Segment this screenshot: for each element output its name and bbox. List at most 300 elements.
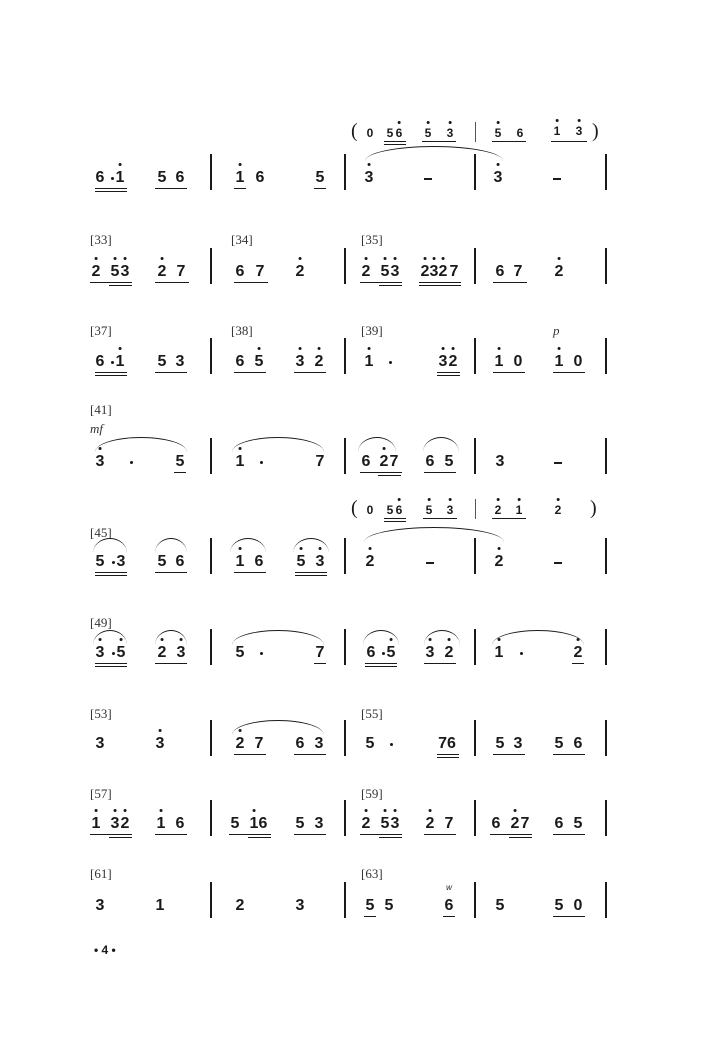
note: 2 — [236, 735, 245, 753]
note: 5 — [117, 644, 126, 662]
octave-dot — [239, 547, 242, 550]
underline-beam — [174, 472, 186, 473]
note: 5 — [386, 503, 394, 517]
underline-beam — [553, 754, 585, 755]
octave-dot — [578, 119, 581, 122]
octave-dot — [442, 257, 445, 260]
note: 6 — [366, 644, 376, 661]
slur — [358, 437, 396, 452]
octave-dot — [114, 257, 117, 260]
underline-beam — [95, 372, 127, 373]
note: 2 — [366, 553, 375, 571]
slur — [230, 538, 266, 553]
octave-dot — [299, 347, 302, 350]
extension-dash — [554, 462, 562, 464]
octave-dot — [497, 163, 500, 166]
octave-dot — [558, 347, 561, 350]
octave-dot — [253, 809, 256, 812]
augmentation-dot — [112, 652, 115, 655]
note: 2 — [555, 263, 564, 281]
note: 2 — [362, 263, 371, 281]
underline-beam — [490, 834, 532, 835]
note: 1 — [554, 124, 561, 138]
paren-close: ) — [592, 120, 599, 142]
note: 1 — [516, 503, 523, 517]
barline — [474, 800, 476, 836]
underline-beam — [234, 282, 268, 283]
note: 6 — [175, 169, 185, 186]
note: 3 — [439, 353, 448, 371]
note: 2 — [362, 815, 371, 833]
slur — [232, 437, 324, 452]
note: 2 — [555, 503, 562, 517]
underline-beam — [360, 282, 402, 283]
note: 5 — [381, 263, 390, 281]
augmentation-dot — [390, 743, 393, 746]
underline-beam — [229, 834, 271, 835]
slur — [293, 538, 329, 553]
note: 3 — [295, 897, 305, 914]
note: 3 — [447, 503, 454, 517]
note: 3 — [391, 263, 400, 281]
barline-thin — [475, 499, 476, 519]
octave-dot — [497, 498, 500, 501]
note: 7 — [255, 263, 265, 280]
note: 5 — [157, 353, 167, 370]
note: 2 — [380, 453, 389, 471]
barline — [210, 800, 212, 836]
note: 6 — [396, 126, 403, 140]
underline-beam — [234, 572, 266, 573]
barline — [344, 720, 346, 756]
note: 3 — [111, 815, 120, 833]
barline — [605, 720, 607, 756]
underline-beam — [294, 754, 326, 755]
barline — [344, 248, 346, 284]
underline-beam — [314, 663, 326, 664]
octave-dot — [398, 121, 401, 124]
note: 2 — [439, 263, 448, 281]
underline-beam — [95, 575, 127, 576]
rehearsal-mark: [55] — [361, 706, 383, 721]
note: 1 — [236, 169, 245, 187]
note: 3 — [156, 735, 165, 753]
underline-beam — [419, 282, 461, 283]
note: 5 — [381, 815, 390, 833]
underline-beam — [155, 188, 187, 189]
note: 7 — [389, 453, 399, 470]
underline-beam — [95, 666, 127, 667]
note: 6 — [235, 263, 245, 280]
note: 5 — [111, 263, 120, 281]
note: 2 — [511, 815, 520, 833]
slur — [232, 720, 324, 735]
note: 3 — [391, 815, 400, 833]
underline-beam — [295, 575, 327, 576]
note: 5 — [365, 897, 375, 914]
note: 3 — [314, 815, 324, 832]
underline-beam — [95, 572, 127, 573]
slur — [95, 437, 187, 452]
mordent-sign: w — [446, 883, 452, 892]
note: 1 — [495, 644, 504, 662]
barline — [474, 538, 476, 574]
octave-dot — [428, 498, 431, 501]
note: 3 — [430, 263, 439, 281]
octave-dot — [95, 257, 98, 260]
note: 5 — [230, 815, 240, 832]
rehearsal-mark: [38] — [231, 323, 253, 338]
note: 6 — [258, 815, 268, 832]
octave-dot — [299, 257, 302, 260]
note: 5 — [554, 897, 564, 914]
barline — [344, 629, 346, 665]
note: 1 — [365, 353, 374, 371]
note: 1 — [92, 815, 101, 833]
barline — [210, 438, 212, 474]
note: 3 — [365, 169, 374, 187]
octave-dot — [433, 257, 436, 260]
octave-dot — [180, 638, 183, 641]
underline-beam — [424, 834, 456, 835]
note: 3 — [121, 263, 130, 281]
barline — [605, 154, 607, 190]
note: 3 — [177, 644, 186, 662]
note: 3 — [316, 553, 325, 571]
barline — [344, 338, 346, 374]
note: 2 — [315, 353, 324, 371]
paren-open: ( — [351, 120, 358, 142]
octave-dot — [518, 498, 521, 501]
note: 3 — [96, 453, 105, 471]
note: 0 — [366, 503, 374, 517]
barline — [605, 438, 607, 474]
paren-open: ( — [351, 497, 358, 519]
paren-close: ) — [590, 497, 597, 519]
octave-dot — [394, 809, 397, 812]
octave-dot — [556, 119, 559, 122]
augmentation-dot — [112, 561, 115, 564]
barline — [344, 882, 346, 918]
slur — [365, 146, 503, 161]
underline-beam — [422, 141, 456, 142]
underline-beam — [109, 285, 132, 286]
octave-dot — [124, 809, 127, 812]
underline-beam — [234, 188, 246, 189]
note: 1 — [250, 815, 259, 833]
note: 5 — [495, 897, 505, 914]
augmentation-dot — [111, 177, 114, 180]
underline-beam — [155, 282, 189, 283]
underline-beam — [90, 834, 132, 835]
underline-beam — [109, 837, 132, 838]
note: 3 — [426, 644, 435, 662]
octave-dot — [124, 257, 127, 260]
note: 6 — [444, 897, 454, 914]
rehearsal-mark: [45] — [90, 525, 112, 540]
note: 1 — [236, 453, 245, 471]
underline-beam — [155, 663, 187, 664]
note: 6 — [175, 815, 185, 832]
rehearsal-mark: [59] — [361, 786, 383, 801]
octave-dot — [239, 729, 242, 732]
barline — [474, 338, 476, 374]
note: 5 — [387, 644, 396, 662]
underline-beam — [155, 372, 187, 373]
note: 6 — [573, 735, 583, 752]
underline-beam — [95, 663, 127, 664]
octave-dot — [160, 809, 163, 812]
note: 1 — [116, 169, 125, 187]
underline-beam — [314, 188, 326, 189]
note: 5 — [95, 553, 105, 570]
underline-beam — [424, 663, 456, 664]
barline — [605, 629, 607, 665]
octave-dot — [114, 809, 117, 812]
underline-beam — [492, 141, 526, 142]
underline-beam — [379, 837, 402, 838]
octave-dot — [365, 809, 368, 812]
note: 6 — [516, 126, 524, 140]
octave-dot — [318, 347, 321, 350]
note: 2 — [421, 263, 430, 281]
underline-beam — [95, 188, 127, 189]
underline-beam — [364, 916, 376, 917]
slur — [155, 538, 187, 553]
rehearsal-mark: [61] — [90, 866, 112, 881]
octave-dot — [300, 547, 303, 550]
note: 1 — [495, 353, 504, 371]
note: 6 — [295, 735, 305, 752]
barline — [605, 538, 607, 574]
note: 5 — [315, 169, 325, 186]
extension-dash — [554, 562, 562, 564]
note: 5 — [386, 126, 394, 140]
rehearsal-mark: [57] — [90, 786, 112, 801]
note: 0 — [513, 353, 523, 370]
octave-dot — [384, 257, 387, 260]
octave-dot — [429, 638, 432, 641]
underline-beam — [509, 837, 532, 838]
octave-dot — [429, 809, 432, 812]
underline-beam — [493, 282, 527, 283]
underline-beam — [553, 372, 585, 373]
underline-beam — [384, 518, 406, 519]
note: 7 — [315, 644, 325, 661]
barline — [210, 338, 212, 374]
barline — [210, 720, 212, 756]
rehearsal-mark: [39] — [361, 323, 383, 338]
rehearsal-mark: [63] — [361, 866, 383, 881]
octave-dot — [449, 498, 452, 501]
note: 3 — [576, 124, 583, 138]
augmentation-dot — [130, 461, 133, 464]
barline — [474, 438, 476, 474]
octave-dot — [120, 638, 123, 641]
octave-dot — [369, 547, 372, 550]
underline-beam — [384, 521, 406, 522]
note: 6 — [491, 815, 501, 832]
note: 1 — [157, 815, 166, 833]
extension-dash — [553, 178, 561, 180]
underline-beam — [437, 754, 459, 755]
note: 3 — [175, 353, 185, 370]
octave-dot — [448, 638, 451, 641]
note: 2 — [426, 815, 435, 833]
note: 1 — [555, 353, 564, 371]
underline-beam — [384, 144, 406, 145]
slur — [155, 630, 187, 645]
barline — [474, 882, 476, 918]
barline-thin — [475, 122, 476, 142]
octave-dot — [95, 809, 98, 812]
note: 3 — [495, 453, 505, 470]
note: 5 — [495, 126, 502, 140]
octave-dot — [498, 347, 501, 350]
underline-beam — [553, 834, 585, 835]
note: 5 — [573, 815, 583, 832]
slur — [492, 630, 584, 645]
underline-beam — [295, 572, 327, 573]
underline-beam — [95, 191, 127, 192]
underline-beam — [294, 372, 326, 373]
underline-beam — [234, 372, 266, 373]
octave-dot — [159, 729, 162, 732]
underline-beam — [155, 572, 187, 573]
rehearsal-mark: [33] — [90, 232, 112, 247]
note: 6 — [95, 353, 105, 370]
note: 7 — [254, 735, 264, 752]
octave-dot — [368, 347, 371, 350]
underline-beam — [493, 372, 525, 373]
barline — [605, 248, 607, 284]
underline-beam — [437, 757, 459, 758]
note: 3 — [95, 735, 105, 752]
underline-beam — [553, 916, 585, 917]
slur — [232, 630, 324, 645]
note: 3 — [513, 735, 523, 752]
augmentation-dot — [260, 652, 263, 655]
note: 5 — [295, 815, 305, 832]
note: 6 — [254, 553, 264, 570]
octave-dot — [424, 257, 427, 260]
note: 6 — [396, 503, 403, 517]
octave-dot — [384, 809, 387, 812]
octave-dot — [239, 163, 242, 166]
note: 3 — [447, 126, 454, 140]
note: 5 — [157, 169, 167, 186]
note: 2 — [158, 263, 167, 281]
slur — [423, 437, 459, 452]
note: 2 — [121, 815, 130, 833]
note: 3 — [494, 169, 503, 187]
note: 2 — [574, 644, 583, 662]
underline-beam — [437, 372, 460, 373]
note: 2 — [158, 644, 167, 662]
octave-dot — [427, 121, 430, 124]
barline — [474, 248, 476, 284]
octave-dot — [365, 257, 368, 260]
note: 3 — [314, 735, 324, 752]
octave-dot — [497, 121, 500, 124]
rehearsal-mark: [35] — [361, 232, 383, 247]
note: 6 — [495, 263, 505, 280]
note: 6 — [425, 453, 435, 470]
rehearsal-mark: [34] — [231, 232, 253, 247]
note: 2 — [495, 503, 502, 517]
dynamic-piano: p — [553, 323, 560, 338]
note: 2 — [296, 263, 305, 281]
note: 7 — [444, 815, 454, 832]
note: 5 — [365, 735, 375, 752]
underline-beam — [90, 282, 132, 283]
octave-dot — [99, 447, 102, 450]
rehearsal-mark: [49] — [90, 615, 112, 630]
octave-dot — [368, 163, 371, 166]
octave-dot — [394, 257, 397, 260]
barline — [344, 154, 346, 190]
note: 3 — [116, 553, 126, 570]
note: 76 — [438, 735, 456, 752]
underline-beam — [234, 754, 266, 755]
octave-dot — [557, 498, 560, 501]
underline-beam — [360, 472, 402, 473]
underline-beam — [424, 472, 456, 473]
augmentation-dot — [389, 361, 392, 364]
underline-beam — [572, 663, 584, 664]
augmentation-dot — [260, 461, 263, 464]
octave-dot — [258, 347, 261, 350]
note: 1 — [116, 353, 125, 371]
note: 1 — [236, 553, 245, 571]
note: 2 — [449, 353, 458, 371]
underline-beam — [384, 141, 406, 142]
note: 5 — [235, 644, 245, 661]
note: 5 — [384, 897, 394, 914]
underline-beam — [551, 141, 587, 142]
note: 2 — [445, 644, 454, 662]
underline-beam — [419, 285, 461, 286]
note: 5 — [554, 735, 564, 752]
note: 7 — [315, 453, 325, 470]
underline-beam — [378, 475, 401, 476]
rehearsal-mark: [53] — [90, 706, 112, 721]
underline-beam — [155, 834, 187, 835]
note: 5 — [255, 353, 264, 371]
octave-dot — [498, 638, 501, 641]
rehearsal-mark: [41] — [90, 402, 112, 417]
note: 5 — [297, 553, 306, 571]
barline — [210, 629, 212, 665]
octave-dot — [161, 257, 164, 260]
octave-dot — [239, 447, 242, 450]
page-number: • 4 • — [94, 943, 116, 957]
octave-dot — [398, 498, 401, 501]
barline — [210, 154, 212, 190]
note: 7 — [449, 263, 459, 280]
barline — [474, 154, 476, 190]
augmentation-dot — [382, 652, 385, 655]
octave-dot — [390, 638, 393, 641]
note: 7 — [513, 263, 523, 280]
note: 1 — [155, 897, 165, 914]
barline — [605, 338, 607, 374]
note: 5 — [444, 453, 454, 470]
barline — [474, 629, 476, 665]
octave-dot — [99, 638, 102, 641]
note: 5 — [425, 126, 432, 140]
extension-dash — [424, 178, 432, 180]
